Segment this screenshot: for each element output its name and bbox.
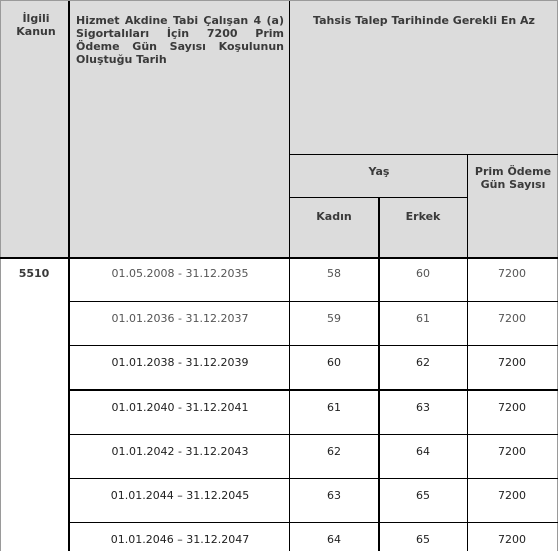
row-female-age: 62 xyxy=(327,445,341,458)
row-male-age: 61 xyxy=(416,312,430,325)
row-premium-days: 7200 xyxy=(498,312,526,325)
row-premium-days: 7200 xyxy=(498,267,526,280)
row-period: 01.01.2036 - 31.12.2037 xyxy=(111,312,249,325)
row-male-age: 63 xyxy=(416,401,430,414)
row-premium-days: 7200 xyxy=(498,533,526,546)
divider-date xyxy=(289,0,290,551)
row-female-age: 63 xyxy=(327,489,341,502)
row-premium-days: 7200 xyxy=(498,356,526,369)
row-period: 01.01.2038 - 31.12.2039 xyxy=(111,356,249,369)
row-premium-days: 7200 xyxy=(498,489,526,502)
law-number: 5510 xyxy=(18,267,50,280)
divider-age-days xyxy=(467,155,468,551)
divider-law xyxy=(68,0,70,551)
divider-age-header xyxy=(289,197,468,198)
border-left xyxy=(0,0,1,551)
row-female-age: 64 xyxy=(327,533,341,546)
row-male-age: 65 xyxy=(416,489,430,502)
divider-row-2 xyxy=(69,345,558,346)
divider-row-5 xyxy=(69,478,558,479)
divider-min-header xyxy=(289,154,558,155)
divider-row-3 xyxy=(69,389,558,391)
divider-age-mid xyxy=(378,198,380,551)
header-law: İlgili Kanun xyxy=(16,12,56,38)
row-period: 01.01.2040 - 31.12.2041 xyxy=(111,401,249,414)
row-period: 01.05.2008 - 31.12.2035 xyxy=(111,267,249,280)
header-male: Erkek xyxy=(405,210,441,223)
divider-row-4 xyxy=(69,434,558,435)
divider-row-6 xyxy=(69,522,558,523)
header-premium-days: Prim Ödeme Gün Sayısı xyxy=(474,165,552,191)
row-female-age: 59 xyxy=(327,312,341,325)
row-period: 01.01.2042 - 31.12.2043 xyxy=(111,445,249,458)
row-period: 01.01.2044 – 31.12.2045 xyxy=(110,489,250,502)
border-top xyxy=(0,0,558,1)
row-premium-days: 7200 xyxy=(498,401,526,414)
row-male-age: 60 xyxy=(416,267,430,280)
header-min-required: Tahsis Talep Tarihinde Gerekli En Az xyxy=(313,14,535,27)
row-male-age: 62 xyxy=(416,356,430,369)
header-age: Yaş xyxy=(368,165,390,178)
row-female-age: 61 xyxy=(327,401,341,414)
header-date-condition: Hizmet Akdine Tabi Çalışan 4 (a) Sigortalıları İçin 7200 Prim Ödeme Gün Sayısı Koşulunun Oluştuğu Tarih xyxy=(76,14,284,66)
header-female: Kadın xyxy=(316,210,352,223)
divider-header-body xyxy=(0,257,558,259)
divider-row-1 xyxy=(69,301,558,302)
row-period: 01.01.2046 – 31.12.2047 xyxy=(110,533,250,546)
row-male-age: 64 xyxy=(416,445,430,458)
row-female-age: 58 xyxy=(327,267,341,280)
row-premium-days: 7200 xyxy=(498,445,526,458)
row-male-age: 65 xyxy=(416,533,430,546)
row-female-age: 60 xyxy=(327,356,341,369)
